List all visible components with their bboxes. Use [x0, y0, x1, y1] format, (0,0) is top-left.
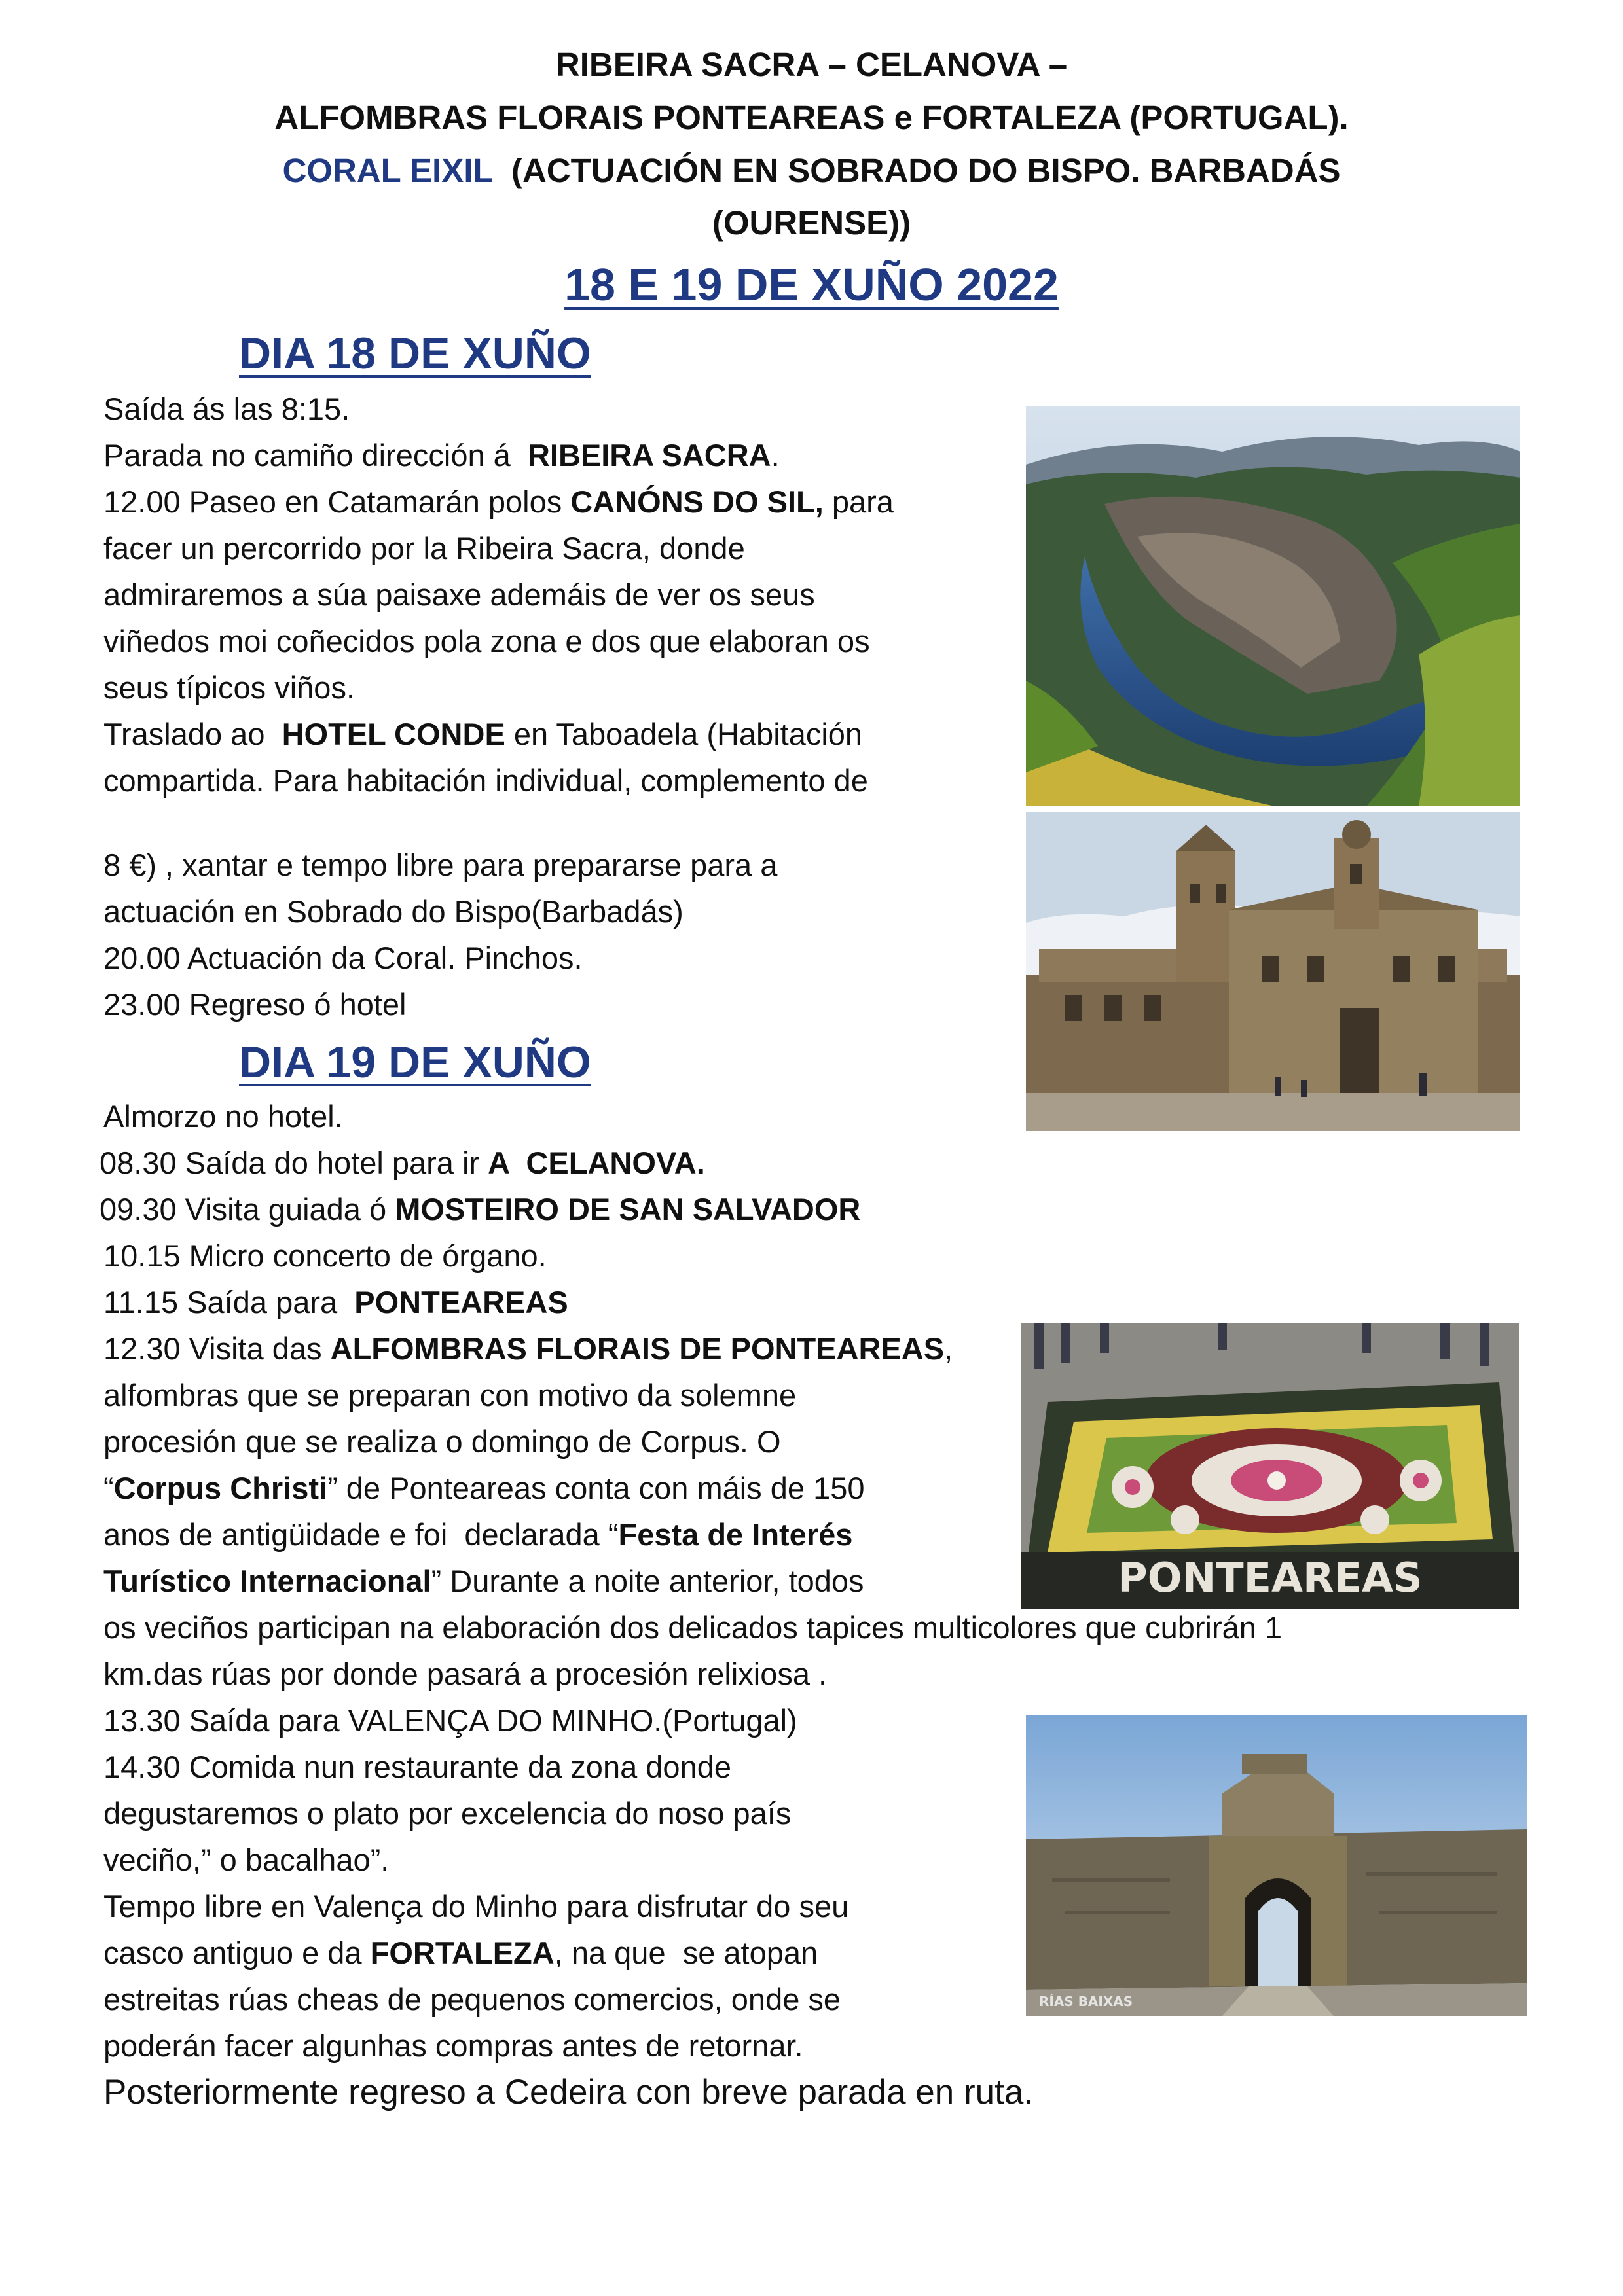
day1-line: seus típicos viños. [103, 670, 356, 705]
day2-line: 10.15 Micro concerto de órgano. [103, 1238, 547, 1273]
day1-line: Parada no camiño dirección á RIBEIRA SACRA. [103, 438, 780, 473]
day1-line: facer un percorrido por la Ribeira Sacra, donde [103, 531, 745, 565]
header-line-4: (OURENSE)) [712, 204, 911, 242]
day1-line: actuación en Sobrado do Bispo(Barbadás) [103, 894, 684, 929]
place-ribeira-sacra: RIBEIRA SACRA [527, 438, 771, 473]
day2-line: 13.30 Saída para VALENÇA DO MINHO.(Portugal) [103, 1703, 797, 1738]
watermark-rias-baixas: RÍAS BAIXAS [1039, 1994, 1133, 2009]
day2-line-final: Posteriormente regreso a Cedeira con breve parada en ruta. [103, 2073, 1034, 2111]
day2-line: alfombras que se preparan con motivo da solemne [103, 1378, 797, 1412]
photo-celanova-monastery [1026, 812, 1520, 1131]
place-ponteareas: PONTEAREAS [354, 1285, 568, 1319]
day2-line: 14.30 Comida nun restaurante da zona donde [103, 1749, 731, 1784]
day2-line: veciño,” o bacalhao”. [103, 1842, 390, 1877]
header-line-3 [0, 148, 1623, 194]
day2-line: estreitas rúas cheas de pequenos comercios, onde se [103, 1982, 841, 2017]
hotel-name: HOTEL CONDE [282, 717, 505, 751]
day1-line: 8 €) , xantar e tempo libre para prepararse para a [103, 848, 778, 882]
place-mosteiro: MOSTEIRO DE SAN SALVADOR [395, 1192, 861, 1227]
day2-line: km.das rúas por donde pasará a procesión relixiosa . [103, 1657, 828, 1691]
day2-line: Tempo libre en Valença do Minho para disfrutar do seu [103, 1889, 849, 1924]
day1-line: 23.00 Regreso ó hotel [103, 987, 407, 1022]
day2-line: “Corpus Christi” de Ponteareas conta con máis de 150 [103, 1471, 865, 1505]
corpus-christi: Corpus Christi [113, 1471, 328, 1505]
day-2-title: DIA 19 DE XUÑO [239, 1037, 591, 1087]
day2-line: 08.30 Saída do hotel para ir A CELANOVA. [100, 1145, 705, 1180]
day1-line: 12.00 Paseo en Catamarán polos CANÓNS DO SIL, para [103, 484, 894, 519]
carpet-ponteareas-text: PONTEAREAS [1118, 1554, 1423, 1602]
place-fortaleza: FORTALEZA [370, 1935, 555, 1970]
header-line-1: RIBEIRA SACRA – CELANOVA – [555, 46, 1068, 83]
day2-line: Turístico Internacional” Durante a noite anterior, todos [103, 1564, 864, 1598]
performance-venue: (ACTUACIÓN EN SOBRADO DO BISPO. BARBADÁS [492, 152, 1341, 189]
day2-line: os veciños participan na elaboración dos delicados tapices multicolores que cubrirán 1 [103, 1610, 1283, 1645]
day2-line: degustaremos o plato por excelencia do noso país [103, 1796, 792, 1831]
day1-line: viñedos moi coñecidos pola zona e dos que elaboran os [103, 624, 870, 658]
day2-line: poderán facer algunhas compras antes de retornar. [103, 2028, 803, 2063]
turistico-internacional: Turístico Internacional [103, 1564, 431, 1598]
day2-line: 11.15 Saída para PONTEAREAS [103, 1285, 568, 1319]
place-celanova: A CELANOVA. [488, 1145, 705, 1180]
day1-line: 20.00 Actuación da Coral. Pinchos. [103, 941, 583, 975]
day-1-title: DIA 18 DE XUÑO [239, 329, 591, 378]
trip-date: 18 E 19 DE XUÑO 2022 [564, 259, 1059, 310]
day1-line: Traslado ao HOTEL CONDE en Taboadela (Habitación [103, 717, 863, 751]
place-alfombras: ALFOMBRAS FLORAIS DE PONTEAREAS [330, 1331, 945, 1366]
day1-line: Saída ás las 8:15. [103, 391, 350, 426]
day1-line: compartida. Para habitación individual, complemento de [103, 763, 868, 798]
photo-ribeira-sacra-canyon [1026, 406, 1520, 806]
day1-line: admiraremos a súa paisaxe ademáis de ver os seus [103, 577, 815, 612]
day2-line: 09.30 Visita guiada ó MOSTEIRO DE SAN SALVADOR [100, 1192, 861, 1227]
day2-line: procesión que se realiza o domingo de Corpus. O [103, 1424, 781, 1459]
day2-line: 12.30 Visita das ALFOMBRAS FLORAIS DE PONTEAREAS, [103, 1331, 953, 1366]
photo-valenca-fortress [1026, 1715, 1527, 2016]
day2-line: casco antiguo e da FORTALEZA, na que se atopan [103, 1935, 818, 1970]
choir-name: CORAL EIXIL [282, 152, 493, 189]
photo-ponteareas-flower-carpet [1021, 1323, 1519, 1609]
place-canons-do-sil: CANÓNS DO SIL, [570, 484, 824, 519]
day2-line: Almorzo no hotel. [103, 1099, 343, 1134]
header-line-2: ALFOMBRAS FLORAIS PONTEAREAS e FORTALEZA (PORTUGAL). [274, 99, 1349, 136]
festa-interes: Festa de Interés [618, 1517, 853, 1552]
day2-line: anos de antigüidade e foi declarada “Festa de Interés [103, 1517, 853, 1552]
